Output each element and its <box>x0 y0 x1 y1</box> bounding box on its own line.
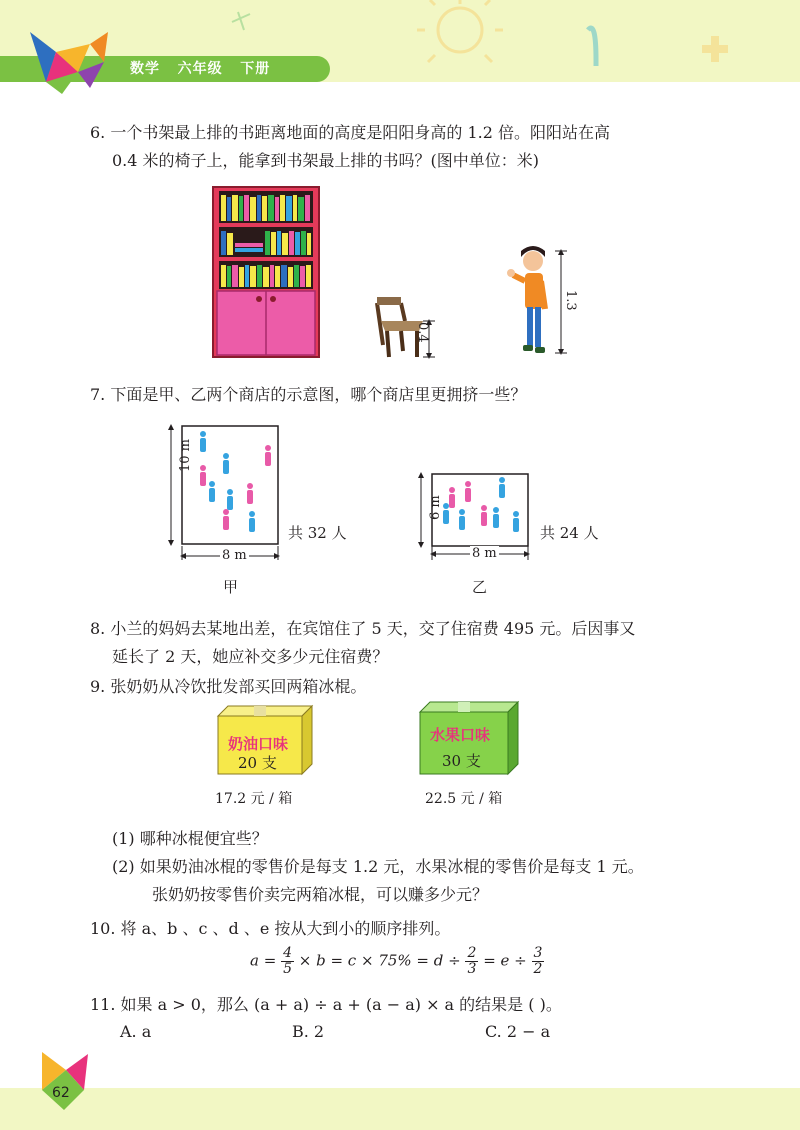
q6-illustration <box>205 185 605 365</box>
box1-count: 20 支 <box>238 754 277 772</box>
header-title: 数学 六年级 下册 <box>130 61 271 77</box>
q10-eq-part1: a = <box>250 951 277 970</box>
q10-equation <box>250 946 544 977</box>
q6-line1: 6. 一个书架最上排的书距离地面的高度是阳阳身高的 1.2 倍。阳阳站在高 <box>90 123 610 142</box>
box2-flavor: 水果口味 <box>430 726 491 744</box>
q10-frac3: $\frac{3}{2}$ <box>533 945 543 977</box>
footer-logo <box>40 1050 90 1114</box>
q10-eq-part2: × b = c × 75% = d ÷ <box>298 951 461 970</box>
box2-count: 30 支 <box>442 752 481 770</box>
q10-frac2: $\frac{2}{3}$ <box>467 945 477 977</box>
q8-line1: 8. 小兰的妈妈去某地出差，在宾馆住了 5 天，交了住宿费 495 元。后因事又 <box>90 619 636 638</box>
q6-line2: 0.4 米的椅子上，能拿到书架最上排的书吗？(图中单位：米) <box>112 151 540 170</box>
q7-text: 7. 下面是甲、乙两个商店的示意图，哪个商店里更拥挤一些？ <box>90 385 527 404</box>
boy-image <box>507 246 567 355</box>
bookshelf-image <box>213 187 319 357</box>
shop-b-count: 共 24 人 <box>540 524 599 542</box>
q8-line2: 延长了 2 天，她应补交多少元住宿费？ <box>112 647 389 666</box>
q11-option-c: C. 2 − a <box>485 1022 551 1041</box>
q9-sub2-line1: (2) 如果奶油冰棍的零售价是每支 1.2 元，水果冰棍的零售价是每支 1 元。 <box>112 857 644 876</box>
shop-a-name: 甲 <box>223 578 239 596</box>
box1-flavor: 奶油口味 <box>228 735 289 753</box>
shop-a-count: 共 32 人 <box>288 524 347 542</box>
box2-price: 22.5 元 / 箱 <box>425 791 503 807</box>
shop-b-name: 乙 <box>472 578 488 596</box>
q10-frac1: $\frac{4}{5}$ <box>283 945 292 977</box>
chair-height-label: 0.4 <box>415 322 430 343</box>
shop-b-width: 8 m <box>472 546 497 561</box>
q11-option-b: B. 2 <box>292 1022 325 1041</box>
q11-text: 11. 如果 a > 0，那么 (a + a) ÷ a + (a − a) × a 的结果是 ( )。 <box>90 995 562 1014</box>
q9-sub1: (1) 哪种冰棍便宜些？ <box>112 829 268 848</box>
page-number: 62 <box>52 1085 70 1101</box>
shop-a-width: 8 m <box>222 548 247 563</box>
q9-sub2-line2: 张奶奶按零售价卖完两箱冰棍，可以赚多少元？ <box>152 885 489 904</box>
q9-text: 9. 张奶奶从冷饮批发部买回两箱冰棍。 <box>90 677 367 696</box>
box1-price: 17.2 元 / 箱 <box>215 791 293 807</box>
shop-a-height: 10 m <box>178 438 193 472</box>
q10-text: 10. 将 a、b 、c 、d 、e 按从大到小的顺序排列。 <box>90 919 451 938</box>
boy-height-label: 1.3 <box>563 290 578 311</box>
q11-option-a: A. a <box>120 1022 152 1041</box>
footer-background <box>0 1088 800 1130</box>
q10-eq-part3: = e ÷ <box>483 951 527 970</box>
header-logo <box>26 28 116 96</box>
shop-b-height: 6 m <box>428 495 443 520</box>
